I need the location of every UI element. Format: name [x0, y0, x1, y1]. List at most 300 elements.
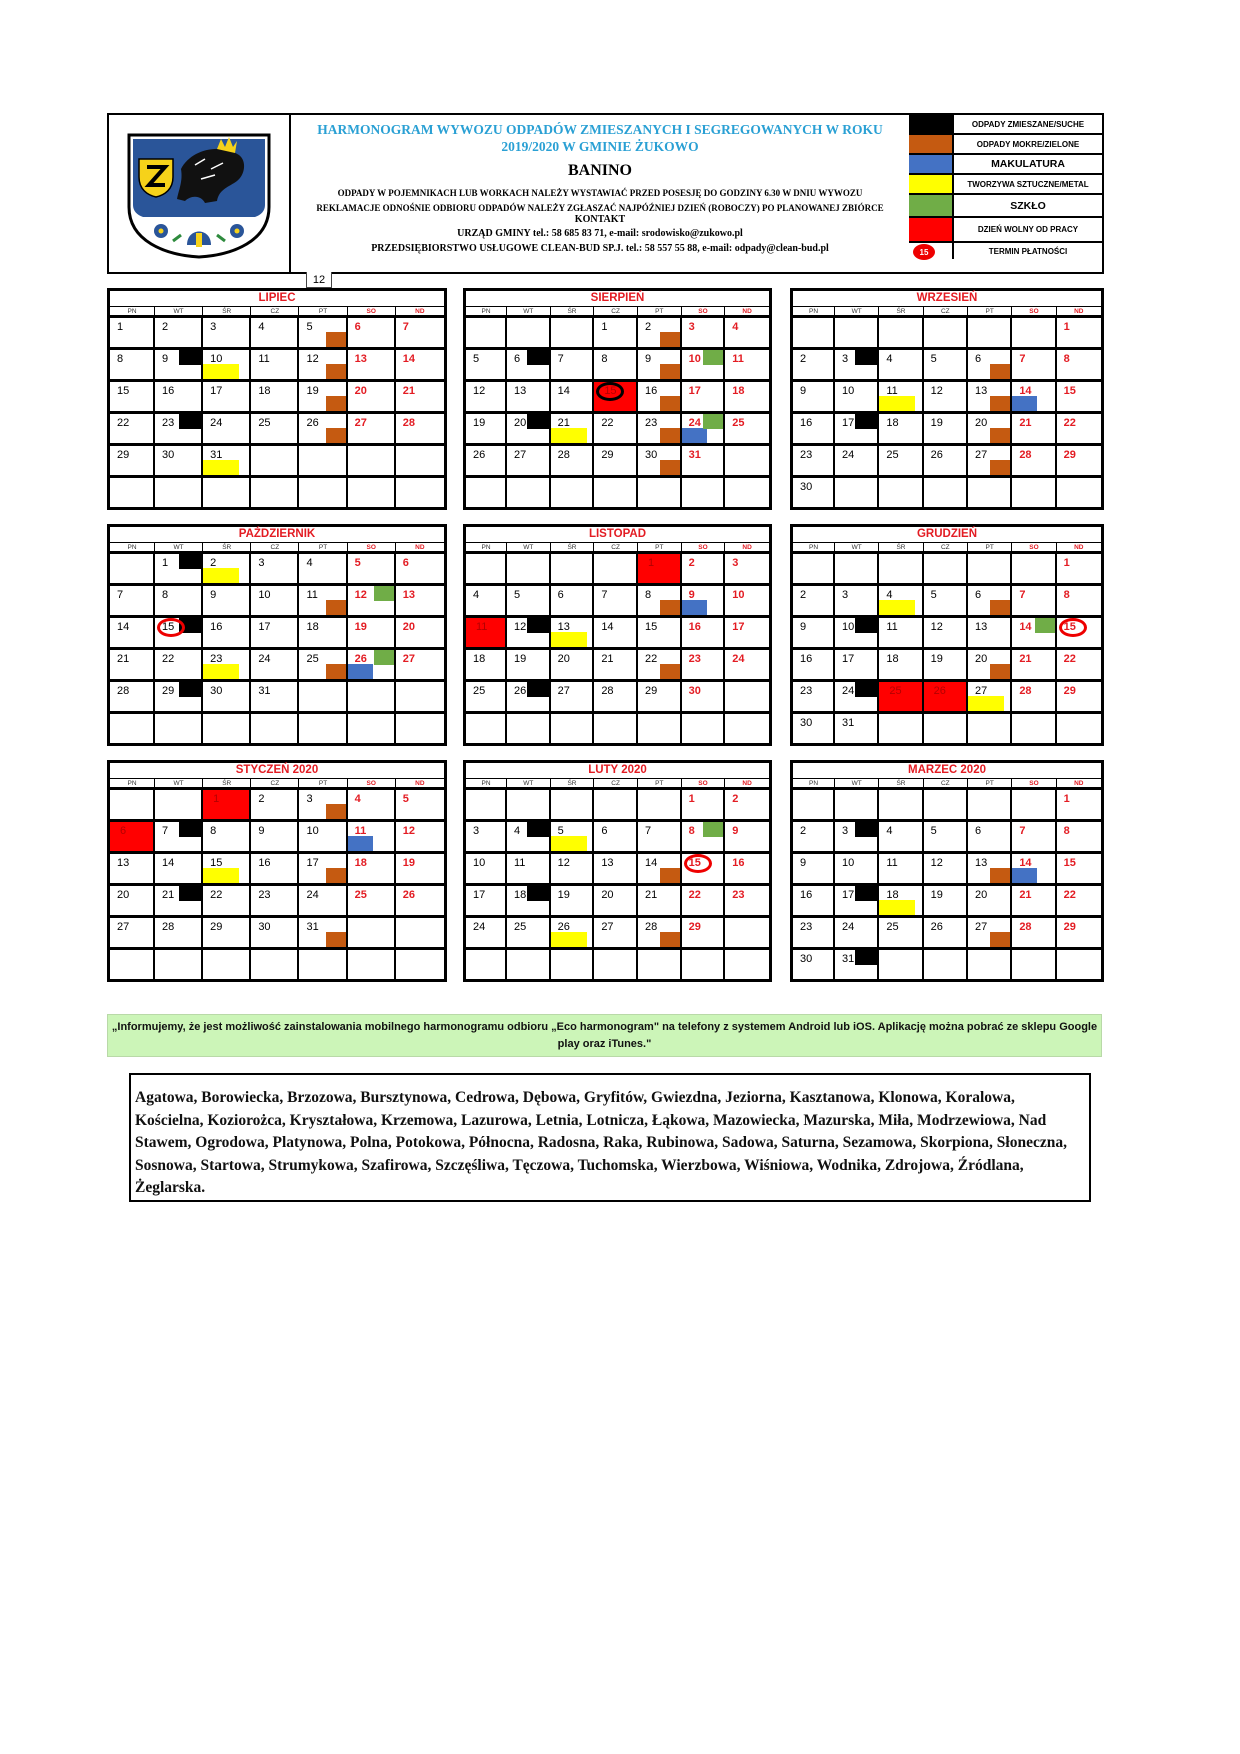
day-number: 15 [162, 621, 175, 633]
day-cell [1057, 318, 1101, 350]
paper-marker [682, 600, 707, 615]
day-number: 27 [601, 921, 614, 933]
day-number: 29 [117, 449, 130, 461]
day-cell [793, 886, 835, 918]
legend-item [909, 195, 1102, 218]
color-legend [909, 115, 1102, 272]
day-number: 22 [210, 889, 223, 901]
day-cell [299, 950, 347, 979]
day-cell [203, 886, 251, 918]
day-cell [835, 822, 879, 854]
contact-office: URZĄD GMINY tel.: 58 685 83 71, e-mail: srodowisko@zukowo.pl [457, 228, 743, 239]
plastic-metal-marker [203, 460, 239, 475]
day-number: 12 [930, 621, 943, 633]
day-cell [725, 854, 769, 886]
day-number: 12 [930, 385, 943, 397]
day-number: 6 [557, 589, 564, 601]
day-number: 6 [974, 589, 982, 601]
paper-marker [1012, 396, 1037, 411]
day-cell [466, 918, 507, 950]
day-number: 14 [402, 353, 416, 365]
day-cell [638, 478, 682, 507]
day-number: 28 [402, 417, 416, 429]
day-number: 13 [974, 385, 988, 397]
wet-waste-marker [660, 600, 680, 615]
day-cell [155, 682, 203, 714]
day-number: 18 [886, 653, 899, 665]
day-cell [725, 822, 769, 854]
day-number: 16 [688, 621, 701, 633]
day-number: 2 [800, 353, 807, 365]
day-number: 25 [886, 921, 899, 933]
day-cell [682, 822, 726, 854]
day-number: 9 [210, 589, 217, 601]
month-calendar [790, 524, 1104, 746]
legend-label: ODPADY ZMIESZANE/SUCHE [971, 119, 1085, 129]
day-cell [879, 554, 923, 586]
day-cell [466, 618, 507, 650]
day-cell [924, 918, 968, 950]
day-number: 14 [1019, 385, 1032, 397]
day-cell [203, 414, 251, 446]
day-number: 22 [601, 417, 614, 429]
legend-item [909, 135, 1102, 155]
day-number: 20 [557, 653, 570, 665]
day-cell [348, 682, 396, 714]
day-cell [507, 918, 551, 950]
day-cell [110, 350, 155, 382]
day-cell [1012, 886, 1056, 918]
weekday-label: ŚR [551, 543, 595, 552]
month-calendar [107, 760, 447, 982]
weekday-label: ND [742, 780, 752, 787]
day-number: 11 [886, 857, 898, 869]
mixed-waste-marker [855, 618, 877, 633]
day-number: 4 [886, 825, 893, 837]
day-cell [396, 854, 444, 886]
payment-due-circle [1059, 618, 1087, 637]
day-cell [507, 478, 551, 507]
day-number: 23 [800, 685, 813, 697]
day-cell [251, 554, 299, 586]
day-cell [682, 350, 726, 382]
day-number: 26 [306, 417, 319, 429]
wet-waste-marker [326, 868, 346, 883]
day-cell [203, 554, 251, 586]
day-number: 21 [162, 889, 175, 901]
day-cell [348, 350, 396, 382]
day-cell [155, 918, 203, 950]
day-cell [793, 618, 835, 650]
day-cell [396, 350, 444, 382]
day-cell [466, 554, 507, 586]
day-number: 24 [842, 449, 855, 461]
weekday-label: ŚR [879, 307, 923, 316]
day-cell [968, 650, 1012, 682]
day-number: 6 [120, 825, 127, 837]
weekday-label: CZ [594, 543, 638, 552]
day-number: 14 [601, 621, 614, 633]
weekday-header [793, 779, 1101, 790]
mixed-waste-marker [179, 414, 201, 429]
day-cell [879, 382, 923, 414]
day-cell [203, 318, 251, 350]
day-number: 6 [601, 825, 608, 837]
day-cell [299, 714, 347, 743]
weekday-label: ND [415, 308, 425, 315]
day-number: 3 [842, 589, 849, 601]
day-cell [203, 478, 251, 507]
day-cell [348, 414, 396, 446]
glass-marker [374, 586, 394, 601]
weekday-header [110, 543, 444, 554]
day-number: 15 [210, 857, 223, 869]
day-number: 11 [258, 353, 270, 365]
day-number: 21 [1019, 653, 1032, 665]
day-number: 29 [1063, 449, 1076, 461]
day-cell [725, 650, 769, 682]
month-calendar [790, 760, 1104, 982]
day-cell [879, 950, 923, 979]
day-number: 17 [473, 889, 486, 901]
day-cell [299, 350, 347, 382]
day-cell [1057, 414, 1101, 446]
day-cell [879, 854, 923, 886]
day-cell [835, 478, 879, 507]
month-title: STYCZEŃ 2020 [110, 763, 444, 779]
day-cell [551, 382, 595, 414]
day-cell [203, 382, 251, 414]
day-cell [551, 478, 595, 507]
day-cell [725, 918, 769, 950]
day-number: 5 [557, 825, 564, 837]
day-cell [203, 682, 251, 714]
day-cell [251, 650, 299, 682]
day-number: 10 [842, 385, 855, 397]
weekday-label: CZ [594, 307, 638, 316]
day-cell [638, 790, 682, 822]
day-cell [968, 478, 1012, 507]
day-cell [725, 478, 769, 507]
day-cell [1057, 618, 1101, 650]
legend-label: ODPADY MOKRE/ZIELONE [976, 139, 1080, 149]
day-cell [594, 650, 638, 682]
day-cell [507, 446, 551, 478]
day-number: 5 [930, 353, 937, 365]
weekday-label: SO [1012, 779, 1056, 788]
day-number: 28 [644, 921, 658, 933]
weekday-label: SO [1012, 307, 1056, 316]
small-number-box: 12 [306, 272, 332, 288]
day-cell [348, 886, 396, 918]
day-cell [682, 950, 726, 979]
legend-swatch [909, 155, 954, 173]
day-cell [348, 918, 396, 950]
day-number: 4 [306, 557, 313, 569]
day-number: 24 [306, 889, 319, 901]
day-cell [299, 478, 347, 507]
day-cell [251, 886, 299, 918]
day-cell [396, 714, 444, 743]
day-cell [682, 714, 726, 743]
day-cell [793, 682, 835, 714]
day-cell [682, 854, 726, 886]
day-number: 27 [557, 685, 570, 697]
day-cell [203, 822, 251, 854]
day-number: 7 [402, 321, 409, 333]
day-number: 30 [162, 449, 175, 461]
day-number: 5 [930, 825, 937, 837]
day-cell [348, 822, 396, 854]
mixed-waste-marker [179, 554, 201, 569]
weekday-header [466, 307, 769, 318]
day-cell [299, 682, 347, 714]
mixed-waste-marker [855, 886, 877, 901]
day-number: 14 [1019, 621, 1032, 633]
location-name: BANINO [567, 162, 632, 179]
day-cell [1012, 618, 1056, 650]
day-number: 29 [644, 685, 658, 697]
wet-waste-marker [660, 868, 680, 883]
month-title: GRUDZIEŃ [793, 527, 1101, 543]
day-number: 2 [162, 321, 169, 333]
day-number: 30 [800, 481, 813, 493]
day-cell [1012, 854, 1056, 886]
day-cell [682, 586, 726, 618]
day-cell [594, 950, 638, 979]
day-cell [968, 350, 1012, 382]
day-number: 15 [117, 385, 130, 397]
plastic-metal-marker [551, 428, 587, 443]
day-cell [879, 918, 923, 950]
day-number: 27 [117, 921, 130, 933]
day-cell [1012, 554, 1056, 586]
day-number: 31 [258, 685, 271, 697]
day-number: 28 [117, 685, 130, 697]
day-cell [879, 618, 923, 650]
day-number: 23 [732, 889, 745, 901]
weekday-header [110, 307, 444, 318]
wet-waste-marker [990, 932, 1010, 947]
day-cell [924, 554, 968, 586]
schedule-header [107, 113, 1104, 274]
day-number: 5 [514, 589, 521, 601]
day-cell [396, 918, 444, 950]
day-cell [1057, 382, 1101, 414]
day-cell [466, 650, 507, 682]
day-number: 10 [842, 621, 855, 633]
day-number: 25 [514, 921, 527, 933]
day-number: 1 [1063, 793, 1070, 805]
legend-swatch [909, 135, 954, 153]
weekday-label: CZ [924, 307, 968, 316]
day-number: 6 [354, 321, 361, 333]
day-number: 31 [210, 449, 223, 461]
day-number: 29 [210, 921, 223, 933]
day-cell [507, 554, 551, 586]
day-number: 26 [933, 685, 946, 697]
day-number: 9 [800, 621, 807, 633]
day-cell [396, 790, 444, 822]
day-number: 20 [974, 653, 988, 665]
day-cell [1012, 478, 1056, 507]
day-number: 21 [1019, 417, 1032, 429]
day-cell [299, 790, 347, 822]
wet-waste-marker [326, 804, 346, 819]
day-cell [348, 790, 396, 822]
day-cell [968, 714, 1012, 743]
day-cell [466, 446, 507, 478]
day-cell [968, 318, 1012, 350]
weekday-header [110, 779, 444, 790]
day-cell [155, 822, 203, 854]
plastic-metal-marker [879, 900, 915, 915]
day-cell [1057, 682, 1101, 714]
day-number: 1 [1063, 557, 1070, 569]
day-cell [1057, 822, 1101, 854]
day-number: 3 [688, 321, 695, 333]
day-number: 16 [732, 857, 745, 869]
day-number: 27 [514, 449, 527, 461]
day-number: 7 [644, 825, 652, 837]
weekday-label: PT [638, 779, 682, 788]
day-number: 25 [258, 417, 271, 429]
day-cell [1057, 586, 1101, 618]
day-cell [638, 446, 682, 478]
day-number: 19 [930, 417, 943, 429]
day-cell [835, 586, 879, 618]
day-cell [396, 586, 444, 618]
day-cell [793, 554, 835, 586]
day-cell [203, 350, 251, 382]
day-cell [348, 854, 396, 886]
wet-waste-marker [990, 460, 1010, 475]
day-cell [110, 554, 155, 586]
weekday-header [466, 543, 769, 554]
day-number: 19 [473, 417, 486, 429]
day-cell [879, 586, 923, 618]
day-cell [110, 822, 155, 854]
day-number: 28 [1019, 449, 1032, 461]
day-number: 28 [1019, 685, 1032, 697]
day-cell [348, 478, 396, 507]
day-number: 2 [688, 557, 695, 569]
weekday-label: WT [835, 543, 879, 552]
day-cell [835, 618, 879, 650]
day-number: 14 [1019, 857, 1032, 869]
weekday-label: WT [835, 307, 879, 316]
day-number: 4 [354, 793, 361, 805]
day-number: 18 [514, 889, 527, 901]
wet-waste-marker [660, 332, 680, 347]
day-cell [968, 822, 1012, 854]
day-cell [203, 950, 251, 979]
day-number: 2 [800, 825, 807, 837]
month-title: WRZESIEŃ [793, 291, 1101, 307]
weekday-header [466, 779, 769, 790]
day-number: 8 [117, 353, 124, 365]
weekday-label: CZ [251, 307, 299, 316]
day-number: 27 [402, 653, 416, 665]
day-cell [638, 414, 682, 446]
day-cell [1012, 350, 1056, 382]
day-cell [251, 854, 299, 886]
day-cell [682, 886, 726, 918]
day-number: 8 [162, 589, 169, 601]
day-number: 25 [886, 449, 899, 461]
day-cell [507, 714, 551, 743]
day-cell [1012, 682, 1056, 714]
day-number: 13 [557, 621, 570, 633]
day-number: 3 [842, 353, 849, 365]
day-cell [110, 318, 155, 350]
day-number: 24 [732, 653, 745, 665]
day-number: 19 [930, 889, 943, 901]
day-number: 28 [1019, 921, 1032, 933]
day-number: 12 [930, 857, 943, 869]
month-title: LUTY 2020 [466, 763, 769, 779]
day-number: 18 [886, 889, 899, 901]
day-cell [251, 478, 299, 507]
day-cell [251, 918, 299, 950]
day-cell [251, 586, 299, 618]
glass-marker [703, 414, 723, 429]
day-cell [466, 478, 507, 507]
weekday-header [793, 543, 1101, 554]
day-number: 14 [162, 857, 175, 869]
day-cell [110, 382, 155, 414]
day-number: 27 [974, 449, 988, 461]
day-number: 1 [1063, 321, 1070, 333]
day-number: 16 [800, 653, 813, 665]
weekday-label: SO [1012, 543, 1056, 552]
day-cell [203, 854, 251, 886]
weekday-label: SO [348, 543, 396, 552]
day-cell [507, 886, 551, 918]
day-cell [835, 446, 879, 478]
day-cell [155, 446, 203, 478]
day-number: 16 [162, 385, 175, 397]
day-number: 8 [1063, 825, 1070, 837]
day-cell [1057, 350, 1101, 382]
day-cell [682, 554, 726, 586]
weekday-label: ŚR [879, 779, 923, 788]
day-cell [725, 790, 769, 822]
day-number: 31 [842, 717, 855, 729]
wet-waste-marker [326, 600, 346, 615]
day-cell [1012, 318, 1056, 350]
weekday-label: PN [110, 779, 155, 788]
day-cell [466, 886, 507, 918]
legend-swatch [909, 243, 954, 259]
day-cell [551, 918, 595, 950]
day-cell [1057, 790, 1101, 822]
wet-waste-marker [326, 396, 346, 411]
day-number: 7 [1019, 589, 1026, 601]
day-number: 28 [557, 449, 570, 461]
day-cell [835, 650, 879, 682]
day-number: 23 [210, 653, 223, 665]
day-number: 13 [974, 621, 988, 633]
weekday-label: PN [466, 779, 507, 788]
day-cell [879, 446, 923, 478]
day-cell [155, 382, 203, 414]
day-cell [968, 790, 1012, 822]
day-number: 25 [306, 653, 319, 665]
day-number: 9 [800, 857, 807, 869]
day-cell [348, 618, 396, 650]
day-cell [835, 886, 879, 918]
